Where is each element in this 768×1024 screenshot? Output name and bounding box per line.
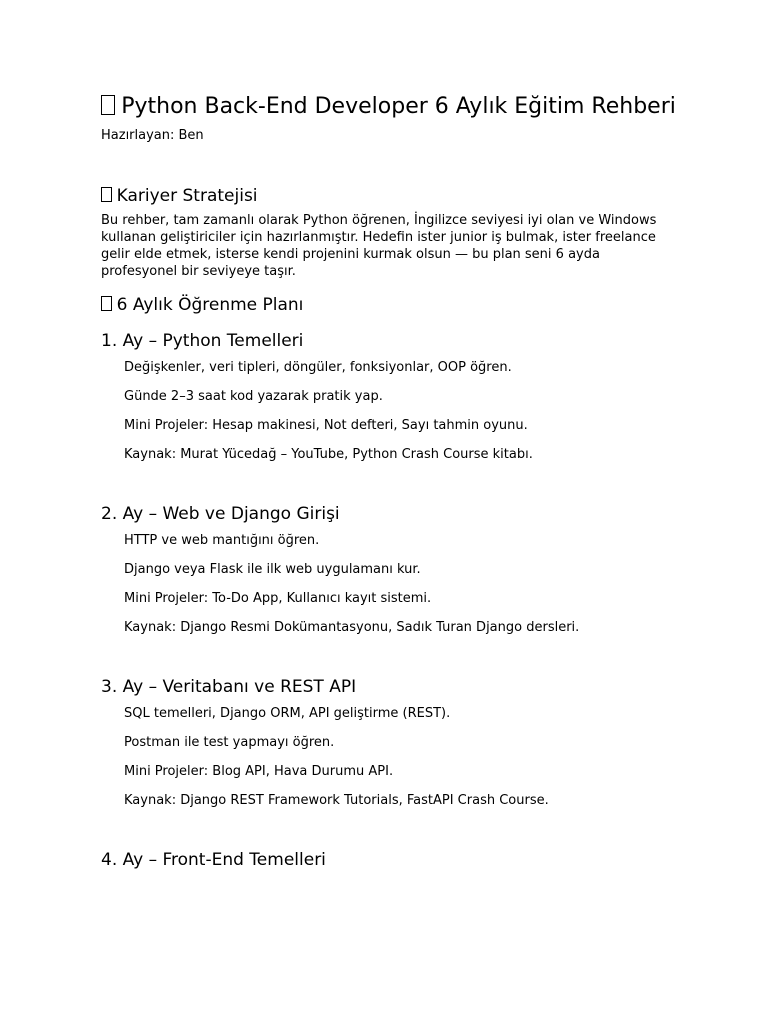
strategy-heading [101,185,681,207]
list-item: Değişkenler, veri tipleri, döngüler, fonksiyonlar, OOP öğren. [124,360,512,375]
document-title-text: Python Back-End Developer 6 Aylık Eğitim Rehberi [121,94,676,119]
list-item: Kaynak: Django Resmi Dokümantasyonu, Sadık Turan Django dersleri. [124,620,580,635]
month-4-title: 4. Ay – Front-End Temelleri [101,850,326,870]
month-3-title: 3. Ay – Veritabanı ve REST API [101,677,357,697]
list-item: SQL temelleri, Django ORM, API geliştirme (REST). [124,706,451,721]
list-item: Günde 2–3 saat kod yazarak pratik yap. [124,389,383,404]
list-item: Mini Projeler: Hesap makinesi, Not defteri, Sayı tahmin oyunu. [124,418,528,433]
month-1-title: 1. Ay – Python Temelleri [101,331,304,351]
missing-glyph-icon [101,187,112,202]
list-item: Django veya Flask ile ilk web uygulamanı kur. [124,562,421,577]
document-author: Hazırlayan: Ben [101,128,204,143]
list-item: HTTP ve web mantığını öğren. [124,533,320,548]
strategy-paragraph: Bu rehber, tam zamanlı olarak Python öğrenen, İngilizce seviyesi iyi olan ve Windows kullanan geliştiriciler için hazırlanmıştır. Hedefin ister junior iş bulmak, ister freelance gelir elde etmek, isterse kendi projenini kurmak olsun — bu plan seni 6 ayda profesyonel bir seviyeye taşır. [101,213,657,279]
month-2-list [101,532,681,636]
strategy-heading-text: Kariyer Stratejisi [116,186,258,206]
list-item: Kaynak: Django REST Framework Tutorials, FastAPI Crash Course. [124,793,549,808]
list-item: Mini Projeler: Blog API, Hava Durumu API. [124,764,394,779]
list-item: Postman ile test yapmayı öğren. [124,735,335,750]
list-item: Kaynak: Murat Yücedağ – YouTube, Python Crash Course kitabı. [124,447,533,462]
missing-glyph-icon [101,296,112,311]
plan-heading [101,294,681,316]
month-1-list [101,359,681,463]
missing-glyph-icon [101,95,115,114]
month-3-list [101,705,681,809]
plan-heading-text: 6 Aylık Öğrenme Planı [116,295,304,315]
document-page [101,93,681,871]
document-title [101,93,681,121]
month-2-title: 2. Ay – Web ve Django Girişi [101,504,340,524]
list-item: Mini Projeler: To-Do App, Kullanıcı kayıt sistemi. [124,591,432,606]
